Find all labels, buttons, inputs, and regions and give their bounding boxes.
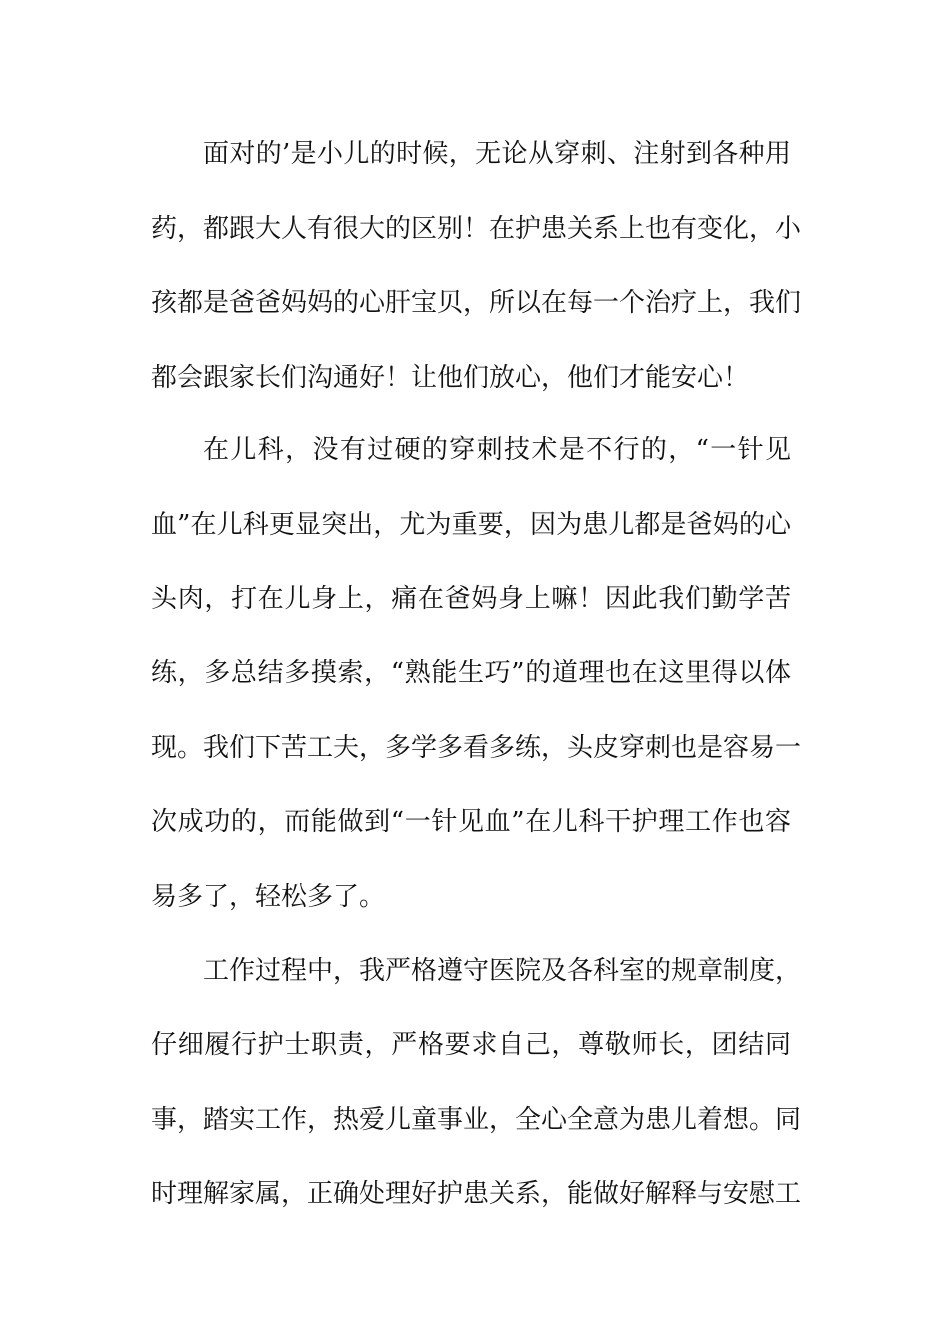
- paragraph-1-line-1: 面对的’是小儿的时候，无论从穿刺、注射到各种用: [203, 139, 791, 169]
- paragraph-2-line-1: 在儿科，没有过硬的穿刺技术是不行的，“一针见: [203, 435, 791, 465]
- paragraph-2-line-2: 血”在儿科更显突出，尤为重要，因为患儿都是爸妈的心: [151, 510, 791, 540]
- paragraph-2-line-5: 现。我们下苦工夫，多学多看多练，头皮穿刺也是容易一: [151, 733, 802, 763]
- paragraph-1-line-3: 孩都是爸爸妈妈的心肝宝贝，所以在每一个治疗上，我们: [151, 288, 802, 318]
- paragraph-3-line-2: 仔细履行护士职责，严格要求自己，尊敬师长，团结同: [151, 1030, 791, 1060]
- paragraph-1-line-2: 药，都跟大人有很大的区别！在护患关系上也有变化，小: [151, 214, 802, 244]
- paragraph-3-line-1: 工作过程中，我严格遵守医院及各科室的规章制度，: [203, 956, 802, 986]
- paragraph-3-line-3: 事，踏实工作，热爱儿童事业，全心全意为患儿着想。同: [151, 1105, 802, 1135]
- paragraph-2-line-7: 易多了，轻松多了。: [151, 882, 386, 912]
- paragraph-3-line-4: 时理解家属，正确处理好护患关系，能做好解释与安慰工: [151, 1179, 802, 1209]
- paragraph-2-line-6: 次成功的，而能做到“一针见血”在儿科干护理工作也容: [151, 807, 791, 837]
- paragraph-2-line-4: 练，多总结多摸索，“熟能生巧”的道理也在这里得以体: [151, 658, 791, 688]
- paragraph-1-line-4: 都会跟家长们沟通好！让他们放心，他们才能安心！: [151, 363, 750, 393]
- paragraph-2-line-3: 头肉，打在儿身上，痛在爸妈身上嘛！因此我们勤学苦: [151, 584, 791, 614]
